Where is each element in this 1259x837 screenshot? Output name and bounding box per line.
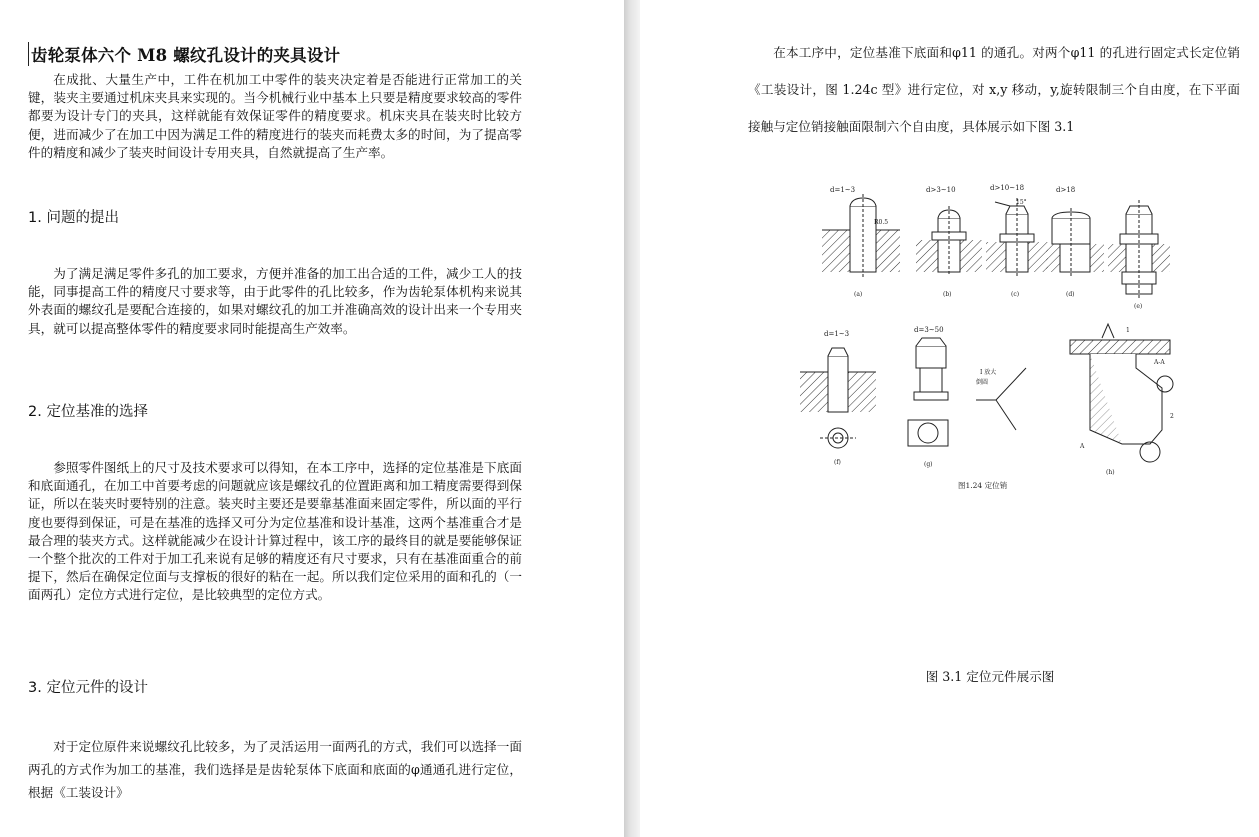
label-d-1-3-b: d=1~3 (824, 330, 850, 338)
label-a-a: A-A (1154, 359, 1165, 366)
section-1-body: 为了满足满足零件多孔的加工要求，方便并准备的加工出合适的工件，减少工人的技能，同事提高工件的精度尺寸要求等，由于此零件的孔比较多，作为齿轮泵体机构来说其外表面的螺纹孔是要配合连接的，如果对螺纹孔的加工并准确高效的设计出来一个专用夹具，就可以提高整体零件的精度要求同时能提高生产效率。 (28, 266, 522, 336)
label-r05: R0.5 (874, 219, 889, 226)
locating-pin-drawing (790, 168, 1239, 498)
sublabel-c: (c) (1011, 291, 1020, 298)
intro-paragraph: 在成批、大量生产中，工件在机加工中零件的装夹决定着是否能进行正常加工的关键，装夹主要通过机床夹具来实现的。当今机械行业中基本上只要是精度要求较高的零件都要为设计专门的夹具，这样就能有效保证零件的精度要求。机床夹具在装夹时比较方便，进而减少了在加工中因为满足工件的精度进行的装夹而耗费太多的时间，为了提高零件的精度和减少了装夹时间设计专用夹具，自然就提高了生产率。 (28, 72, 522, 160)
locating-pin-figure (790, 168, 1239, 498)
right-paragraph: 在本工序中，定位基准下底面和φ11 的通孔。对两个φ11 的孔进行固定式长定位销《工装设计，图 1.24c 型》进行定位，对 x,y 移动，y,旋转限制三个自由度，在下平面接触与定位销接触面限制六个自由度，具体展示如下图 3.1 (748, 45, 1240, 134)
inner-figure-caption: 图1.24 定位销 (958, 481, 1008, 490)
label-round: 倒圆 (976, 379, 989, 386)
section-1-heading: 1. 问题的提出 (28, 210, 119, 226)
sublabel-h: (h) (1106, 469, 1115, 476)
label-1: 1 (1126, 327, 1130, 334)
page-gutter (624, 0, 640, 837)
label-d-3-10: d>3~10 (926, 186, 956, 194)
sublabel-f: (f) (834, 459, 841, 466)
sublabel-b: (b) (943, 291, 952, 298)
figure-caption: 图 3.1 定位元件展示图 (925, 669, 1055, 684)
sublabel-e: (e) (1134, 303, 1143, 310)
label-d-1-3: d=1~3 (830, 186, 856, 194)
sublabel-g: (g) (924, 461, 933, 468)
label-enlarge: I 放大 (980, 369, 997, 376)
section-3-body: 对于定位原件来说螺纹孔比较多，为了灵活运用一面两孔的方式，我们可以选择一面两孔的方式作为加工的基准，我们选择是是齿轮泵体下底面和底面的φ通通孔进行定位，根据《工装设计》 (28, 739, 522, 800)
label-15deg: 15° (1016, 199, 1027, 206)
section-2-body: 参照零件图纸上的尺寸及技术要求可以得知，在本工序中，选择的定位基准是下底面和底面通孔，在加工中首要考虑的问题就应该是螺纹孔的位置距离和加工精度需要得到保证，所以在装夹时要特别的注意。装夹时主要还是要靠基准面来固定零件，所以面的平行度也要得到保证，可是在基准的选择又可分为定位基准和设计基准，这两个基准重合才是最合理的装夹方式。这样就能减少在设计计算过程中，该工序的最终目的就是要能够保证一个整个批次的工件对于加工孔来说有足够的精度还有尺寸要求，只有在基准面重合的前提下，然后在确保定位面与支撑板的很好的粘在一起。所以我们定位采用的面和孔的（一面两孔）定位方式进行定位，是比较典型的定位方式。 (28, 460, 522, 603)
label-2: 2 (1170, 413, 1174, 420)
label-a: A (1080, 443, 1085, 450)
label-d-3-50: d=3~50 (914, 326, 944, 334)
sublabel-d: (d) (1066, 291, 1075, 298)
label-d-18: d>18 (1056, 186, 1076, 194)
section-3-heading: 3. 定位元件的设计 (28, 680, 148, 696)
section-2-heading: 2. 定位基准的选择 (28, 404, 148, 420)
label-d-10-18: d>10~18 (990, 184, 1025, 192)
sublabel-a: (a) (854, 291, 863, 298)
document-title: 齿轮泵体六个 M8 螺纹孔设计的夹具设计 (28, 42, 340, 66)
